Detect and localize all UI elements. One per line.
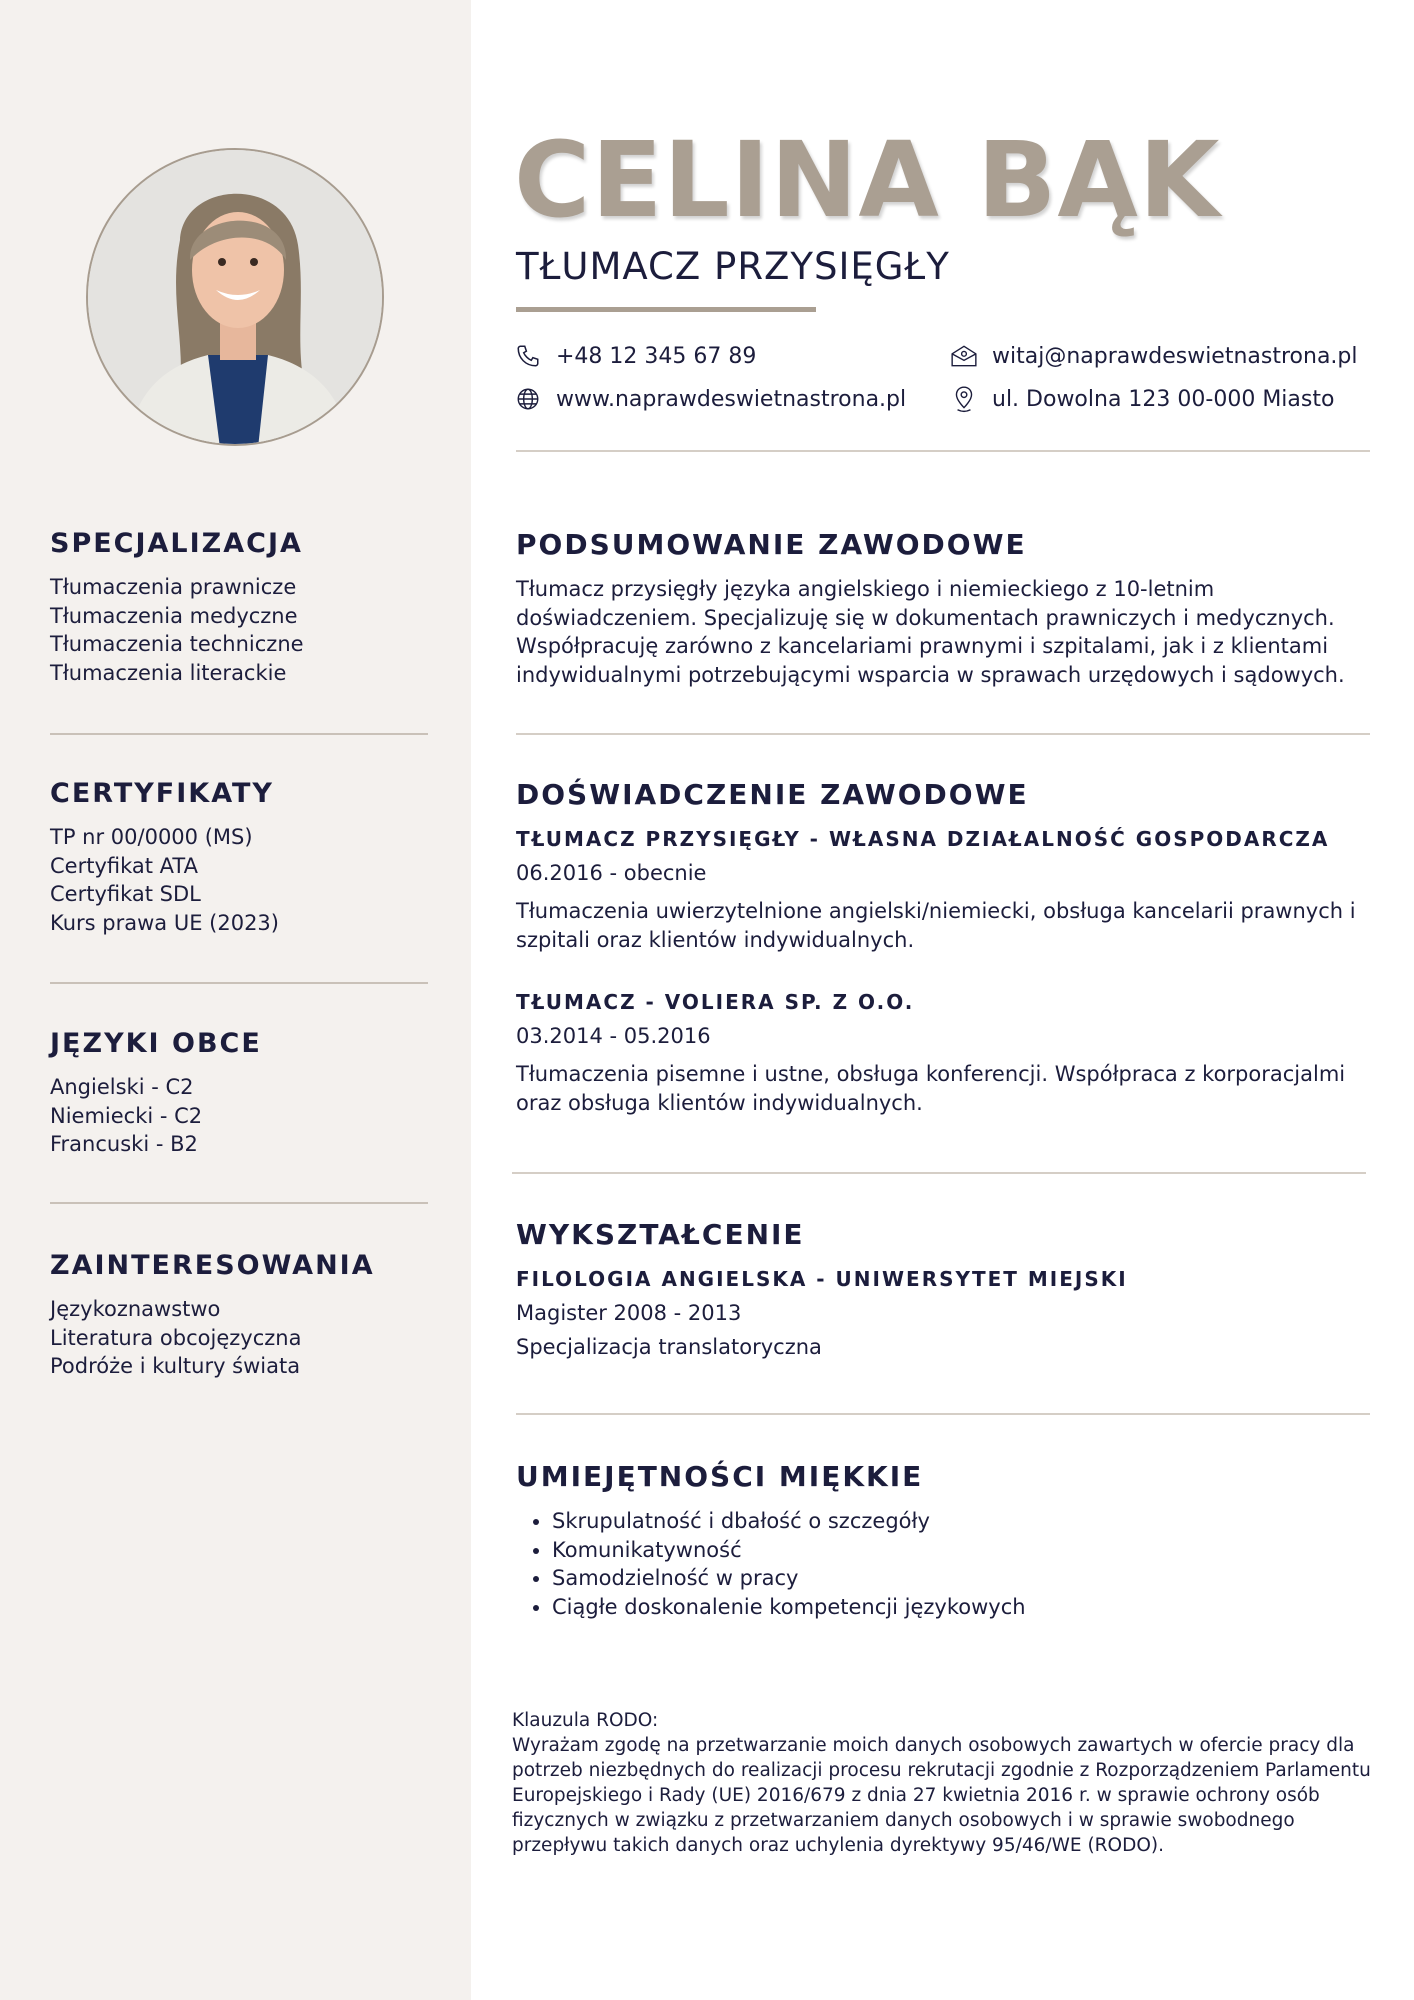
person-name: CELINA BĄK xyxy=(514,119,1221,241)
education-description: Specjalizacja translatoryczna xyxy=(516,1335,822,1359)
list-item: Podróże i kultury świata xyxy=(50,1354,301,1378)
list-item: Niemiecki - C2 xyxy=(50,1103,203,1128)
address-text: ul. Dowolna 123 00-000 Miasto xyxy=(992,386,1335,412)
divider xyxy=(516,450,1370,452)
list-item: Certyfikat ATA xyxy=(50,853,198,878)
specializations-title: SPECJALIZACJA xyxy=(50,528,303,559)
experience-section xyxy=(516,778,1376,1117)
globe-icon xyxy=(514,385,542,413)
list-item: Tłumaczenia literackie xyxy=(50,660,287,685)
list-item: Kurs prawa UE (2023) xyxy=(50,910,279,935)
certificates-title: CERTYFIKATY xyxy=(50,778,274,809)
list-item: • Samodzielność w pracy xyxy=(552,1564,1376,1593)
soft-skills-list xyxy=(516,1507,1376,1621)
accent-bar xyxy=(516,307,816,312)
contact-phone[interactable] xyxy=(514,342,756,370)
job-title: TŁUMACZ PRZYSIĘGŁY - WŁASNA DZIAŁALNOŚĆ GOSPODARCZA xyxy=(516,827,1330,851)
soft-skills-section xyxy=(516,1460,1376,1621)
education-date: Magister 2008 - 2013 xyxy=(516,1301,742,1325)
experience-title: DOŚWIADCZENIE ZAWODOWE xyxy=(516,778,1029,811)
list-item: Językoznawstwo xyxy=(50,1297,221,1321)
divider xyxy=(50,733,428,735)
certificates-section xyxy=(50,778,430,937)
education-title: WYKSZTAŁCENIE xyxy=(516,1218,805,1251)
contact-website[interactable] xyxy=(514,385,906,413)
list-item: • Komunikatywność xyxy=(552,1536,1376,1565)
job-description: Tłumaczenia uwierzytelnione angielski/niemiecki, obsługa kancelarii prawnych i szpitali oraz klientów indywidualnych. xyxy=(516,899,1356,952)
soft-skills-title: UMIEJĘTNOŚCI MIĘKKIE xyxy=(516,1460,924,1493)
divider xyxy=(512,1172,1366,1174)
specializations-section xyxy=(50,528,430,687)
job-date: 03.2014 - 05.2016 xyxy=(516,1024,711,1048)
summary-section xyxy=(516,528,1376,689)
list-item: TP nr 00/0000 (MS) xyxy=(50,825,253,849)
phone-number: +48 12 345 67 89 xyxy=(556,343,757,369)
interests-title: ZAINTERESOWANIA xyxy=(50,1250,375,1281)
contact-address xyxy=(950,385,1334,413)
rodo-label: Klauzula RODO: xyxy=(512,1710,659,1731)
email-address: witaj@naprawdeswietnastrona.pl xyxy=(992,343,1358,369)
languages-section xyxy=(50,1028,430,1159)
divider xyxy=(516,1413,1370,1415)
list-item: • Ciągłe doskonalenie kompetencji językowych xyxy=(552,1593,1376,1622)
divider xyxy=(50,982,428,984)
summary-text: Tłumacz przysięgły języka angielskiego i niemieckiego z 10-letnim doświadczeniem. Specjalizuję się w dokumentach prawniczych i medycznych. Współpracuję zarówno z kancelariami prawnymi i szpitalami, jak i z klientami indywidualnymi potrzebującymi wsparcia w sprawach urzędowych i sądowych. xyxy=(516,577,1345,687)
contact-email[interactable] xyxy=(950,342,1358,370)
sidebar xyxy=(0,0,471,2000)
job-description: Tłumaczenia pisemne i ustne, obsługa konferencji. Współpraca z korporacjalmi oraz obsługa klientów indywidualnych. xyxy=(516,1062,1346,1115)
job-date: 06.2016 - obecnie xyxy=(516,861,707,885)
job-title: TŁUMACZ - VOLIERA SP. Z O.O. xyxy=(516,990,915,1014)
profile-photo-illustration xyxy=(88,150,384,446)
education-degree: FILOLOGIA ANGIELSKA - UNIWERSYTET MIEJSKI xyxy=(516,1267,1128,1291)
location-pin-icon xyxy=(950,385,978,413)
profile-photo xyxy=(86,148,384,446)
interests-section xyxy=(50,1250,430,1381)
rodo-clause xyxy=(512,1708,1372,1858)
languages-title: JĘZYKI OBCE xyxy=(50,1028,262,1059)
job-role: TŁUMACZ PRZYSIĘGŁY xyxy=(516,245,950,288)
divider xyxy=(50,1202,428,1204)
envelope-at-icon xyxy=(950,342,978,370)
list-item: Tłumaczenia prawnicze xyxy=(50,575,297,599)
list-item: Francuski - B2 xyxy=(50,1132,198,1156)
website-url: www.naprawdeswietnastrona.pl xyxy=(556,386,907,412)
phone-icon xyxy=(514,342,542,370)
summary-title: PODSUMOWANIE ZAWODOWE xyxy=(516,528,1027,561)
education-section xyxy=(516,1218,1376,1359)
list-item: Angielski - C2 xyxy=(50,1075,194,1099)
list-item: Tłumaczenia medyczne xyxy=(50,603,298,628)
rodo-text: Wyrażam zgodę na przetwarzanie moich danych osobowych zawartych w ofercie pracy dla potrzeb niezbędnych do realizacji procesu rekrutacji zgodnie z Rozporządzeniem Parlamentu Europejskiego i Rady (UE) 2016/679 z dnia 27 kwietnia 2016 r. w sprawie ochrony osób fizycznych w związku z przetwarzaniem danych osobowych i w sprawie swobodnego przepływu takich danych oraz uchylenia dyrektywy 95/46/WE (RODO). xyxy=(512,1735,1371,1856)
divider xyxy=(516,733,1370,735)
list-item: Literatura obcojęzyczna xyxy=(50,1325,302,1350)
list-item: Tłumaczenia techniczne xyxy=(50,632,304,656)
list-item: Certyfikat SDL xyxy=(50,882,201,906)
list-item: • Skrupulatność i dbałość o szczegóły xyxy=(552,1507,1376,1536)
